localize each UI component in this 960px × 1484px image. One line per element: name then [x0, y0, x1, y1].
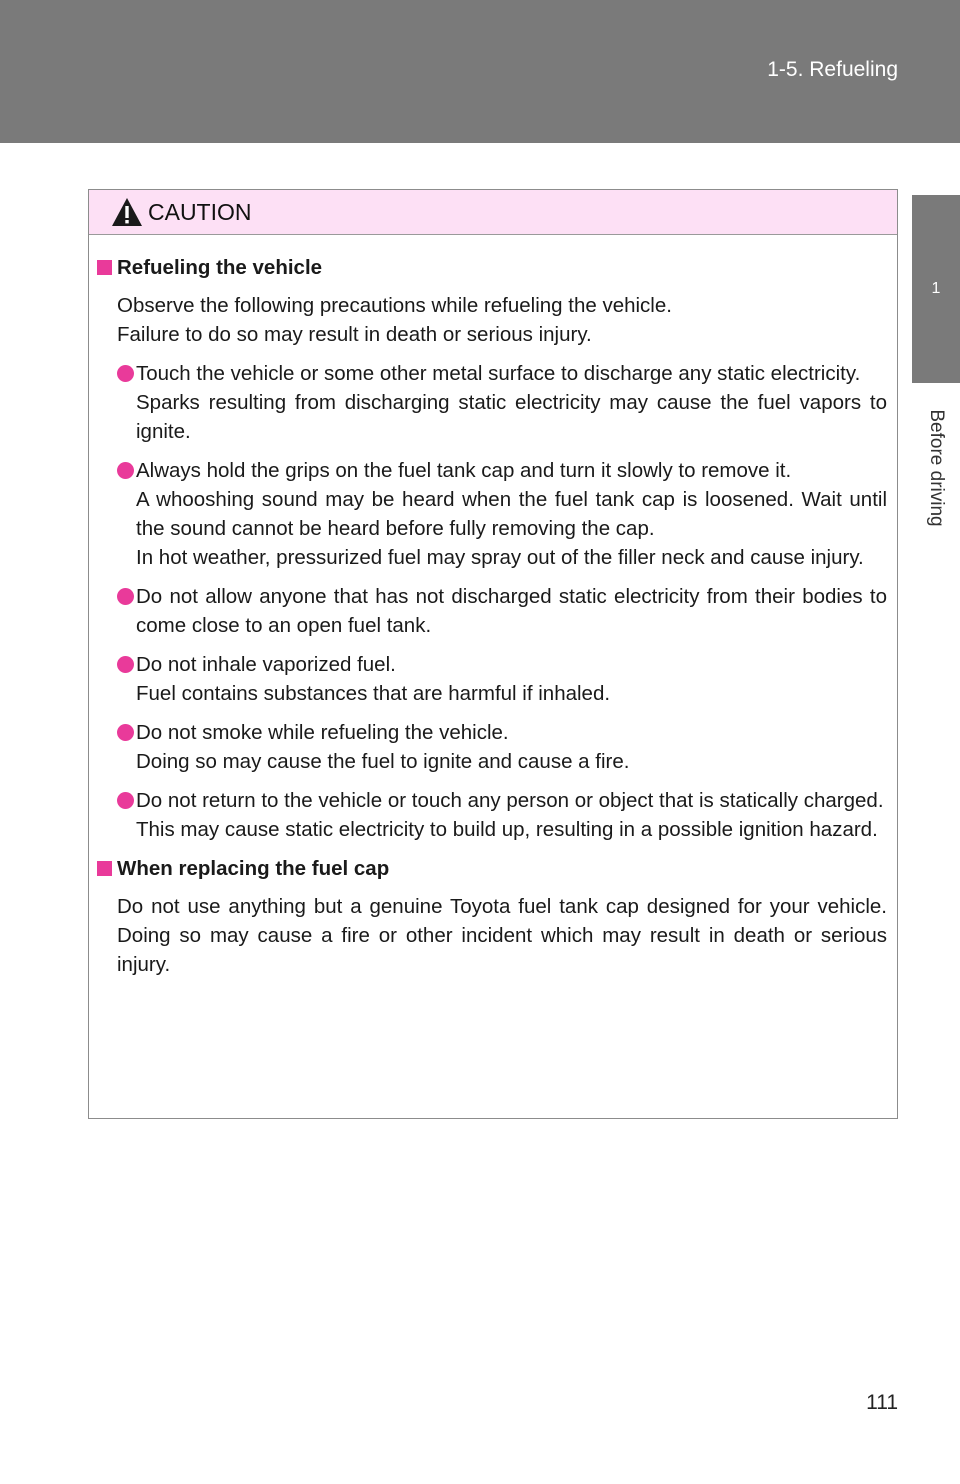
bullet-text: Doing so may cause the fuel to ignite and cause a fire. [136, 750, 630, 773]
side-tab-label: Before driving [926, 409, 947, 527]
bullet-item [117, 786, 887, 844]
bullet-text: Touch the vehicle or some other metal surface to discharge any static electricity. [136, 362, 861, 385]
square-bullet-icon [97, 861, 112, 876]
section-heading-text: Refueling the vehicle [117, 256, 323, 279]
bullet-text: Do not allow anyone that has not discharged static electricity from their bodies to come close to an open fuel tank. [136, 585, 887, 637]
side-tab-number: 1 [912, 195, 960, 383]
bullet-text: In hot weather, pressurized fuel may spray out of the filler neck and cause injury. [136, 546, 864, 569]
bullet-text: Always hold the grips on the fuel tank cap and turn it slowly to remove it. [136, 459, 792, 482]
caution-body [89, 235, 897, 989]
circle-bullet-icon [117, 656, 134, 673]
circle-bullet-icon [117, 462, 134, 479]
bullet-item [117, 650, 887, 708]
caution-title: CAUTION [148, 199, 252, 225]
warning-triangle-icon [111, 197, 143, 227]
section-title: 1-5. Refueling [767, 58, 898, 81]
circle-bullet-icon [117, 792, 134, 809]
circle-bullet-icon [117, 724, 134, 741]
caution-header [89, 190, 897, 235]
section-intro [117, 291, 887, 349]
bullet-item [117, 582, 887, 640]
circle-bullet-icon [117, 588, 134, 605]
section-heading-text: When replacing the fuel cap [117, 857, 390, 880]
bullet-text: Do not inhale vaporized fuel. [136, 653, 396, 676]
section-heading [89, 253, 887, 282]
side-tab-label-box [912, 383, 960, 553]
bullet-item [117, 359, 887, 446]
square-bullet-icon [97, 260, 112, 275]
bullet-text: This may cause static electricity to build up, resulting in a possible ignition hazard. [136, 818, 878, 841]
section-intro [117, 892, 887, 979]
page-header-bar [0, 0, 960, 143]
intro-line: Do not use anything but a genuine Toyota fuel tank cap designed for your vehicle. Doing so may cause a fire or other incident which may result in death or serious injury. [117, 895, 887, 976]
bullet-text: Do not return to the vehicle or touch any person or object that is statically charged. [136, 789, 884, 812]
caution-box [88, 189, 898, 1119]
bullet-text: Sparks resulting from discharging static electricity may cause the fuel vapors to ignite. [136, 391, 887, 443]
intro-line: Failure to do so may result in death or serious injury. [117, 323, 592, 346]
bullet-text: Do not smoke while refueling the vehicle. [136, 721, 509, 744]
bullet-text: Fuel contains substances that are harmful if inhaled. [136, 682, 611, 705]
section-heading [89, 854, 887, 883]
page-number: 111 [866, 1391, 898, 1414]
bullet-item [117, 456, 887, 572]
circle-bullet-icon [117, 365, 134, 382]
bullet-item [117, 718, 887, 776]
bullet-text: A whooshing sound may be heard when the fuel tank cap is loosened. Wait until the sound cannot be heard before fully removing the cap. [136, 488, 887, 540]
intro-line: Observe the following precautions while refueling the vehicle. [117, 294, 672, 317]
